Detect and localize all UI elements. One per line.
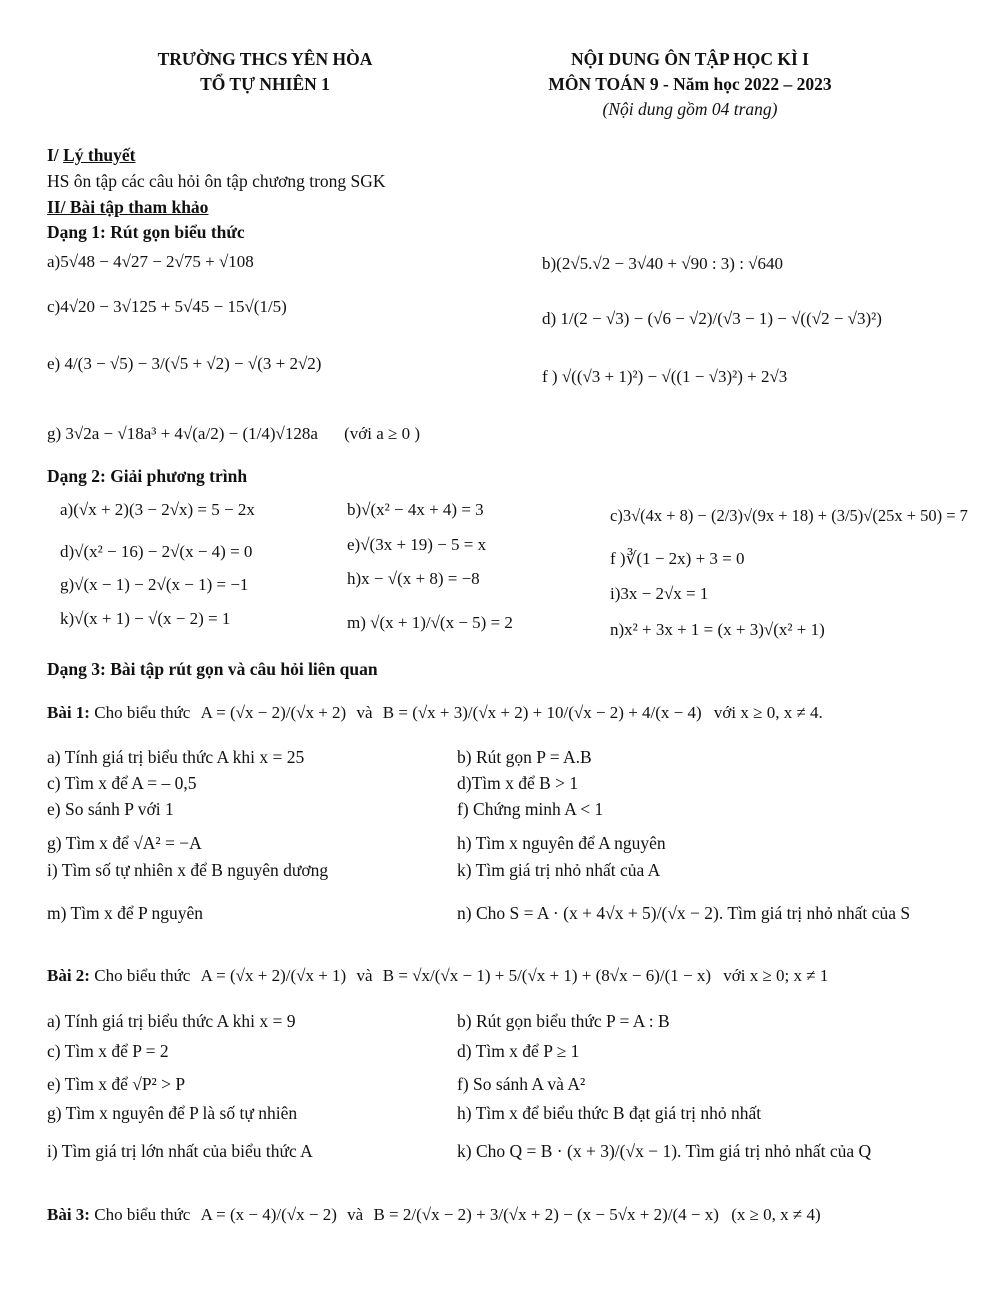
dang1-item-f: f ) √((√3 + 1)²) − √((1 − √3)²) + 2√3	[542, 367, 788, 386]
section1-title: Lý thuyết	[63, 145, 136, 165]
dang2-item-m: m) √(x + 1)/√(x − 5) = 2	[347, 613, 513, 632]
bai3-expr-a: A = (x − 4)/(√x − 2)	[200, 1205, 337, 1224]
dang2-item-h: h)x − √(x + 8) = −8	[347, 569, 480, 588]
dang2-item-d: d)√(x² − 16) − 2√(x − 4) = 0	[60, 542, 253, 561]
bai3-statement	[47, 1206, 821, 1225]
dang1-item-g-expr: g) 3√2a − √18a³ + 4√(a/2) − (1/4)√128a	[47, 424, 318, 443]
dang1-item-d: d) 1/(2 − √3) − (√6 − √2)/(√3 − 1) − √((√2 − √3)²)	[542, 309, 882, 328]
bai2-q-f: f) So sánh A và A²	[457, 1074, 586, 1094]
bai1-q-a: a) Tính giá trị biểu thức A khi x = 25	[47, 747, 305, 767]
dang2-item-e: e)√(3x + 19) − 5 = x	[347, 535, 487, 554]
bai1-cond: với x ≥ 0, x ≠ 4.	[713, 703, 823, 722]
dang2-item-a: a)(√x + 2)(3 − 2√x) = 5 − 2x	[60, 500, 255, 519]
bai2-label: Bài 2:	[47, 966, 90, 985]
doc-subject: MÔN TOÁN 9 - Năm học 2022 – 2023	[548, 74, 832, 94]
bai1-q-k: k) Tìm giá trị nhỏ nhất của A	[457, 860, 661, 880]
bai1-and: và	[356, 703, 373, 722]
dang2-item-k: k)√(x + 1) − √(x − 2) = 1	[60, 609, 231, 628]
bai1-q-h: h) Tìm x nguyên để A nguyên	[457, 833, 666, 853]
bai2-q-h: h) Tìm x để biểu thức B đạt giá trị nhỏ nhất	[457, 1103, 762, 1123]
bai1-q-d: d)Tìm x để B > 1	[457, 773, 579, 793]
bai3-cond: (x ≥ 0, x ≠ 4)	[731, 1205, 821, 1224]
dang1-item-e: e) 4/(3 − √5) − 3/(√5 + √2) − √(3 + 2√2)	[47, 354, 322, 373]
doc-title: NỘI DUNG ÔN TẬP HỌC KÌ I	[571, 49, 809, 69]
bai1-q-e: e) So sánh P với 1	[47, 799, 174, 819]
bai2-expr-b: B = √x/(√x − 1) + 5/(√x + 1) + (8√x − 6)/(1 − x)	[382, 966, 711, 985]
bai1-q-c: c) Tìm x để A = – 0,5	[47, 773, 197, 793]
bai2-q-k-expr: k) Cho Q = B · (x + 3)/(√x − 1)	[457, 1141, 678, 1161]
bai2-intro: Cho biểu thức	[94, 966, 191, 985]
bai3-intro: Cho biểu thức	[94, 1205, 191, 1224]
bai1-expr-b: B = (√x + 3)/(√x + 2) + 10/(√x − 2) + 4/(x − 4)	[382, 703, 702, 722]
bai1-intro: Cho biểu thức	[94, 703, 191, 722]
dang2-item-i: i)3x − 2√x = 1	[610, 584, 709, 603]
bai2-q-k-post: . Tìm giá trị nhỏ nhất của Q	[677, 1141, 872, 1161]
bai3-expr-b: B = 2/(√x − 2) + 3/(√x + 2) − (x − 5√x + 2)/(4 − x)	[373, 1205, 719, 1224]
bai1-q-i: i) Tìm số tự nhiên x để B nguyên dương	[47, 860, 329, 880]
school-name: TRƯỜNG THCS YÊN HÒA	[157, 49, 373, 69]
section1-heading	[47, 146, 136, 165]
bai2-and: và	[356, 966, 373, 985]
bai2-q-d: d) Tìm x để P ≥ 1	[457, 1041, 580, 1061]
bai2-q-g: g) Tìm x nguyên để P là số tự nhiên	[47, 1103, 298, 1123]
dang2-item-n: n)x² + 3x + 1 = (x + 3)√(x² + 1)	[610, 620, 825, 639]
bai3-and: và	[347, 1205, 364, 1224]
bai2-q-a: a) Tính giá trị biểu thức A khi x = 9	[47, 1011, 296, 1031]
section1-num: I/	[47, 145, 59, 165]
bai1-q-b: b) Rút gọn P = A.B	[457, 747, 592, 767]
dang3-title: Dạng 3: Bài tập rút gọn và câu hỏi liên quan	[47, 659, 378, 679]
bai1-label: Bài 1:	[47, 703, 90, 722]
bai1-q-g: g) Tìm x để √A² = −A	[47, 833, 202, 853]
dang2-item-b: b)√(x² − 4x + 4) = 3	[347, 500, 484, 519]
bai1-q-n-post: . Tìm giá trị nhỏ nhất của S	[718, 903, 911, 923]
dang1-item-g-cond: (với a ≥ 0 )	[344, 424, 421, 443]
bai1-q-f: f) Chứng minh A < 1	[457, 799, 604, 819]
dang2-item-g: g)√(x − 1) − 2√(x − 1) = −1	[60, 575, 249, 594]
bai1-expr-a: A = (√x − 2)/(√x + 2)	[200, 703, 347, 722]
dang1-item-g	[47, 425, 420, 444]
dang1-item-a: a)5√48 − 4√27 − 2√75 + √108	[47, 252, 254, 271]
dang1-title: Dạng 1: Rút gọn biểu thức	[47, 222, 245, 242]
dang1-item-b: b)(2√5.√2 − 3√40 + √90 : 3) : √640	[542, 254, 784, 273]
bai1-statement	[47, 704, 823, 723]
bai2-q-e: e) Tìm x để √P² > P	[47, 1074, 186, 1094]
section2-title: II/ Bài tập tham khảo	[47, 197, 209, 217]
bai2-q-i: i) Tìm giá trị lớn nhất của biểu thức A	[47, 1141, 313, 1161]
bai2-q-k	[457, 1142, 871, 1161]
bai2-cond: với x ≥ 0; x ≠ 1	[723, 966, 829, 985]
section1-text: HS ôn tập các câu hỏi ôn tập chương trong SGK	[47, 171, 386, 191]
dang2-item-f: f )∛(1 − 2x) + 3 = 0	[610, 549, 745, 568]
group-name: TỔ TỰ NHIÊN 1	[200, 74, 330, 94]
bai1-q-n	[457, 904, 910, 923]
bai1-q-n-expr: n) Cho S = A · (x + 4√x + 5)/(√x − 2)	[457, 903, 719, 923]
bai2-q-b: b) Rút gọn biểu thức P = A : B	[457, 1011, 670, 1031]
bai2-statement	[47, 967, 828, 986]
dang1-item-c: c)4√20 − 3√125 + 5√45 − 15√(1/5)	[47, 297, 287, 316]
pages-note: (Nội dung gồm 04 trang)	[602, 99, 778, 119]
bai3-label: Bài 3:	[47, 1205, 90, 1224]
dang2-item-c: c)3√(4x + 8) − (2/3)√(9x + 18) + (3/5)√(25x + 50) = 7	[610, 506, 968, 525]
bai2-q-c: c) Tìm x để P = 2	[47, 1041, 169, 1061]
bai2-expr-a: A = (√x + 2)/(√x + 1)	[200, 966, 347, 985]
bai1-q-m: m) Tìm x để P nguyên	[47, 903, 204, 923]
dang2-title: Dạng 2: Giải phương trình	[47, 466, 248, 486]
